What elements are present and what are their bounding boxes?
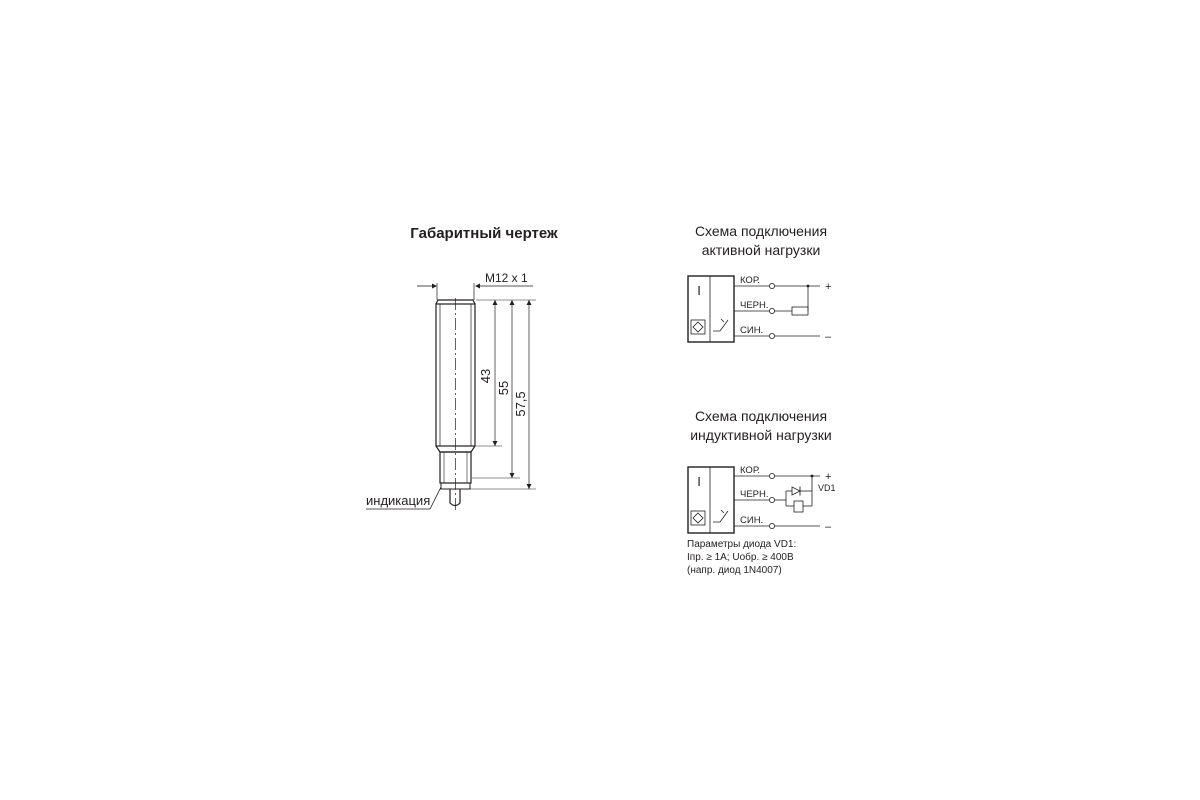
sensor-box: [688, 276, 734, 342]
dim-57-5: 57,5: [513, 391, 528, 417]
wire-black-label: ЧЕРН.: [740, 300, 769, 311]
diode-note-1: Параметры диода VD1:: [687, 539, 797, 550]
sensor-body: [436, 298, 475, 512]
dim-43: 43: [478, 368, 493, 384]
active-load-schematic: [688, 223, 832, 343]
dimension-drawing: [366, 225, 558, 512]
wire-brown-label: КОР.: [740, 275, 760, 286]
wire-blue-label: СИН.: [740, 515, 764, 526]
thread-label: M12 x 1: [485, 271, 528, 285]
sensor-symbol: I: [697, 283, 701, 298]
plus-terminal: +: [825, 471, 832, 483]
wire-black-label: ЧЕРН.: [740, 489, 769, 500]
relay-coil: [794, 501, 803, 512]
sensor-symbol-icon: [691, 320, 705, 334]
wire-blue-label: СИН.: [740, 325, 764, 336]
diode-label: VD1: [818, 483, 836, 493]
thread-arrow-left: [432, 284, 437, 289]
thread-arrow-right: [475, 284, 480, 289]
inductive-load-title-2: индуктивной нагрузки: [690, 427, 832, 443]
wire-brown-label: КОР.: [740, 465, 760, 476]
diode-note-3: (напр. диод 1N4007): [687, 565, 782, 576]
switch-symbol: [713, 511, 728, 522]
inductive-load-title-1: Схема подключения: [694, 408, 828, 424]
minus-terminal: –: [825, 331, 832, 343]
switch-symbol: [713, 320, 728, 331]
sensor-symbol: I: [697, 474, 701, 489]
active-load-title-1: Схема подключения: [694, 223, 828, 239]
load-resistor: [792, 307, 808, 315]
dim-55: 55: [496, 380, 511, 396]
indicator-label: индикация: [366, 493, 431, 508]
diode-vd1: [792, 487, 812, 496]
minus-terminal: –: [825, 521, 832, 533]
dimension-drawing-title: Габаритный чертеж: [410, 225, 558, 242]
diode-note-2: Iпр. ≥ 1А; Uобр. ≥ 400В: [687, 552, 794, 563]
plus-terminal: +: [825, 281, 832, 293]
active-load-title-2: активной нагрузки: [701, 242, 821, 258]
inductive-load-schematic: [687, 408, 836, 576]
sensor-symbol-icon: [691, 511, 705, 525]
sensor-box: [688, 467, 734, 533]
